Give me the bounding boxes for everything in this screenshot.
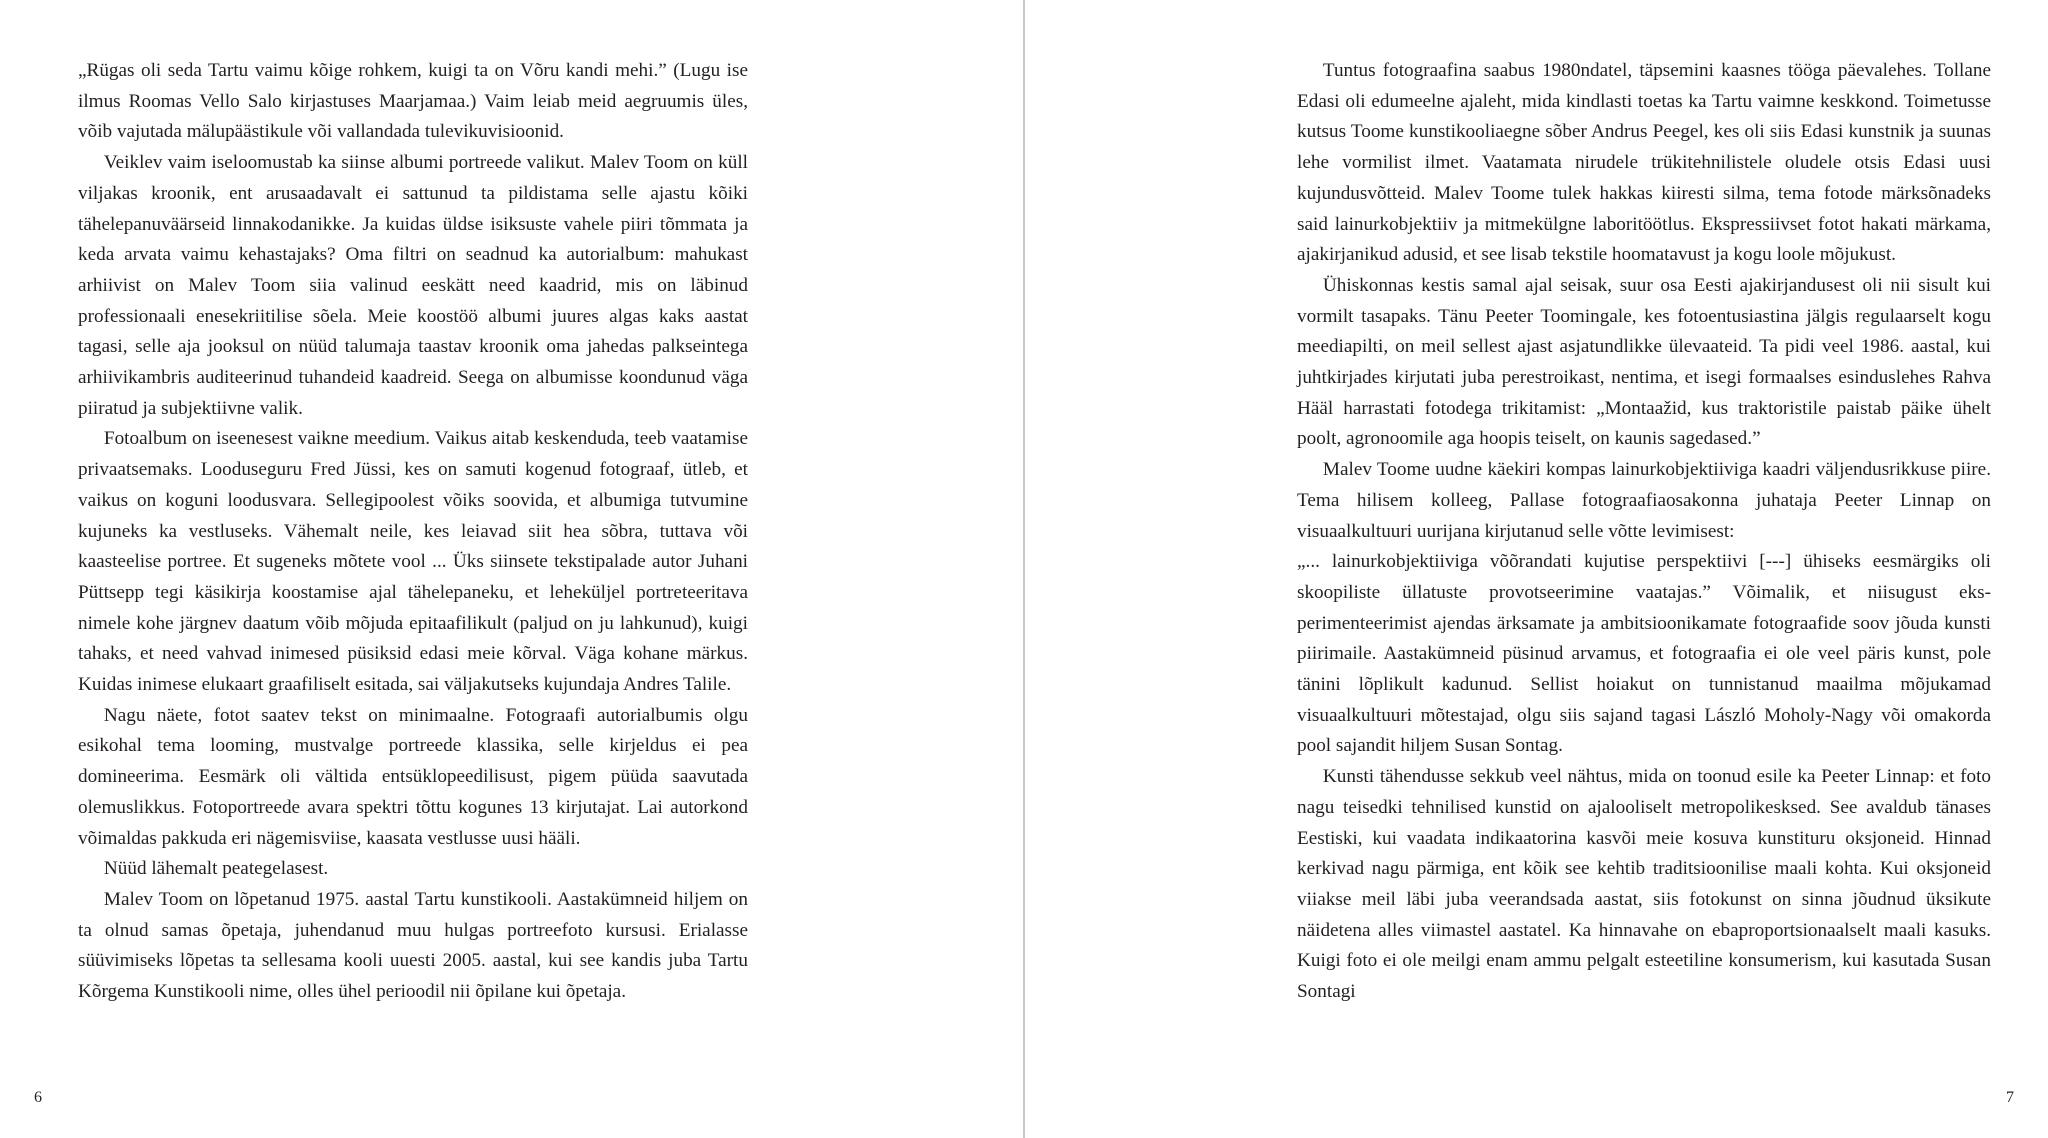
page-number-right: 7: [2006, 1089, 2014, 1106]
paragraph: „Rügas oli seda Tartu vaimu kõige rohkem, kuigi ta on Võru kandi mehi.” (Lugu ise ilmus Roomas Vello Salo kirjastuses Maarjamaa.) Vaim leiab meid aegruumis üles, võib vajutada mälupäästikule või vallandada tulevikuvisioonid.: [78, 60, 748, 143]
page-number-left: 6: [34, 1089, 42, 1106]
left-page: [0, 0, 1023, 1138]
paragraph: Kunsti tähendusse sekkub veel nähtus, mida on toonud esile ka Peeter Linnap: et foto nagu teisedki tehnilised kunstid on ajalooliselt metropolikesksed. See avaldub tänases Eestiski, kui vaadata indikaatorina kasvõi meie kosuva kunstituru oksjoneid. Hinnad kerkivad nagu pärmiga, ent kõik see kehtib traditsioonilise maali kohta. Kui oksjoneid viiakse meil läbi juba veerandsada aastat, siis fotokunst on sinna jõudnud üksikute näidetena alles viimastel aastatel. Ka hinnavahe on ebaproportsionaalselt maali kasuks. Kuigi foto ei ole meilgi enam ammu pelgalt esteetiline konsumerism, kui kasutada Susan Sontagi: [1297, 766, 1991, 1003]
paragraph-quote-continuation: „... lainurkobjektiiviga võõrandati kujutise perspektiivi [---] ühiseks eesmärgiks oli skoopiliste üllatuste provotseerimine vaatajas.” Võimalik, et niisugust eksperimenteerimist ajendas ärksamate ja ambitsioonikamate fotograafide soov jõuda kunsti piirimaile. Aastakümneid püsinud arvamus, et fotograafia ei ole veel päris kunst, pole tänini lõplikult kadunud. Sellist hoiakut on tunnistanud maailma mõjukamad visuaalkultuuri mõtestajad, olgu siis sajand tagasi László Moholy-Nagy või omakorda pool sajandit hiljem Susan Sontag.: [1297, 551, 1991, 757]
right-page: [1025, 0, 2048, 1138]
paragraph: Malev Toom on lõpetanud 1975. aastal Tartu kunstikooli. Aastakümneid hiljem on ta olnud samas õpetaja, juhendanud muu hulgas portreefoto kursusi. Erialasse süüvimiseks lõpetas ta sellesama kooli uuesti 2005. aastal, kui see kandis juba Tartu Kõrgema Kunstikooli nime, olles ühel perioodil nii õpilane kui õpetaja.: [78, 888, 748, 1003]
paragraph: Malev Toome uudne käekiri kompas lainurkobjektiiviga kaadri väljendusrikkuse piire. Tema hilisem kolleeg, Pallase fotograafiaosakonna juhataja Peeter Linnap on visuaalkultuuri uurijana kirjutanud selle võtte levimisest:: [1297, 459, 1991, 542]
paragraph: Tuntus fotograafina saabus 1980ndatel, täpsemini kaasnes tööga päevalehes. Tollane Edasi oli edumeelne ajaleht, mida kindlasti toetas ka Tartu vaimne keskkond. Toimetusse kutsus Toome kunstikooliaegne sõber Andrus Peegel, kes oli siis Edasi kunstnik ja suunas lehe vormilist ilmet. Vaatamata nirudele trükitehnilistele oludele otsis Edasi uusi kujundusvõtteid. Malev Toome tulek hakkas kiiresti silma, tema fotode märksõnadeks said lainurkobjektiiv ja mitmekülgne laboritöötlus. Ekspressiivset fotot hakati märkama, ajakirjanikud adusid, et see lisab tekstile hoomatavust ja kogu loole mõjukust.: [1297, 60, 1991, 266]
left-page-body-text: [78, 56, 748, 1008]
paragraph: Nüüd lähemalt peategelasest.: [103, 858, 329, 880]
paragraph: Veiklev vaim iseloomustab ka siinse albumi portreede valikut. Malev Toom on küll viljakas kroonik, ent arusaadavalt ei sattunud ta pildistama selle ajastu kõiki tähelepanuväärseid linnakodanikke. Ja kuidas üldse isiksuste vahele piiri tõmmata ja keda arvata vaimu kehastajaks? Oma filtri on seadnud ka autorialbum: mahukast arhiivist on Malev Toom siia valinud eeskätt need kaadrid, mis on läbinud professionaali enesekriitilise sõela. Meie koostöö albumi juures algas kaks aastat tagasi, selle aja jooksul on nüüd talumaja taastav kroonik oma jahedas palkseintega arhiivikambris auditeerinud tuhandeid kaadreid. Seega on albumisse koondunud väga piiratud ja subjektiivne valik.: [78, 152, 748, 419]
paragraph: Ühiskonnas kestis samal ajal seisak, suur osa Eesti ajakirjandusest oli nii sisult kui vormilt tasapaks. Tänu Peeter Toomingale, kes fotoentusiastina jälgis regulaarselt kogu meediapilti, on meil sellest ajast asjatundlikke ülevaateid. Ta pidi veel 1986. aastal, kui juhtkirjades kirjutati juba perestroikast, nentima, et isegi formaalses esinduslehes Rahva Hääl harrastati fotodega trikitamist: „Montaažid, kus traktoristile paistab päike ühelt poolt, agronoomile aga hoopis teiselt, on kaunis sagedased.”: [1297, 274, 1991, 450]
right-page-body-text: [1297, 56, 1991, 1008]
paragraph: Nagu näete, fotot saatev tekst on minimaalne. Fotograafi autorialbumis olgu esikohal tema looming, mustvalge portreede klassika, selle kirjeldus ei pea domineerima. Eesmärk oli vältida entsüklopeedilisust, pigem püüda saavutada olemuslikkus. Fotoportreede avara spektri tõttu kogunes 13 kirjutajat. Lai autorkond võimaldas pakkuda eri nägemisviise, kaasata vestlusse uusi hääli.: [78, 704, 748, 849]
paragraph: Fotoalbum on iseenesest vaikne meedium. Vaikus aitab keskenduda, teeb vaatamise privaatsemaks. Looduseguru Fred Jüssi, kes on samuti kogenud fotograaf, ütleb, et vaikus on koguni loodusvara. Sellegipoolest võiks soovida, et albumiga tutvumine kujuneks ka vestluseks. Vähemalt neile, kes leiavad siit hea sõbra, tuttava või kaasteelise portree. Et sugeneks mõtete vool ... Üks siinsete tekstipalade autor Juhani Püttsepp tegi käsikirja koostamise ajal tähelepaneku, et leheküljel portreteeritava nimele kohe järgnev daatum võib mõjuda epitaafilikult (paljud on ju lahkunud), kuigi tahaks, et need vahvad inimesed püsiksid edasi meie kõrval. Väga kohane märkus. Kuidas inimese elukaart graafiliselt esitada, sai väljakutseks kujundaja Andres Talile.: [78, 428, 748, 696]
